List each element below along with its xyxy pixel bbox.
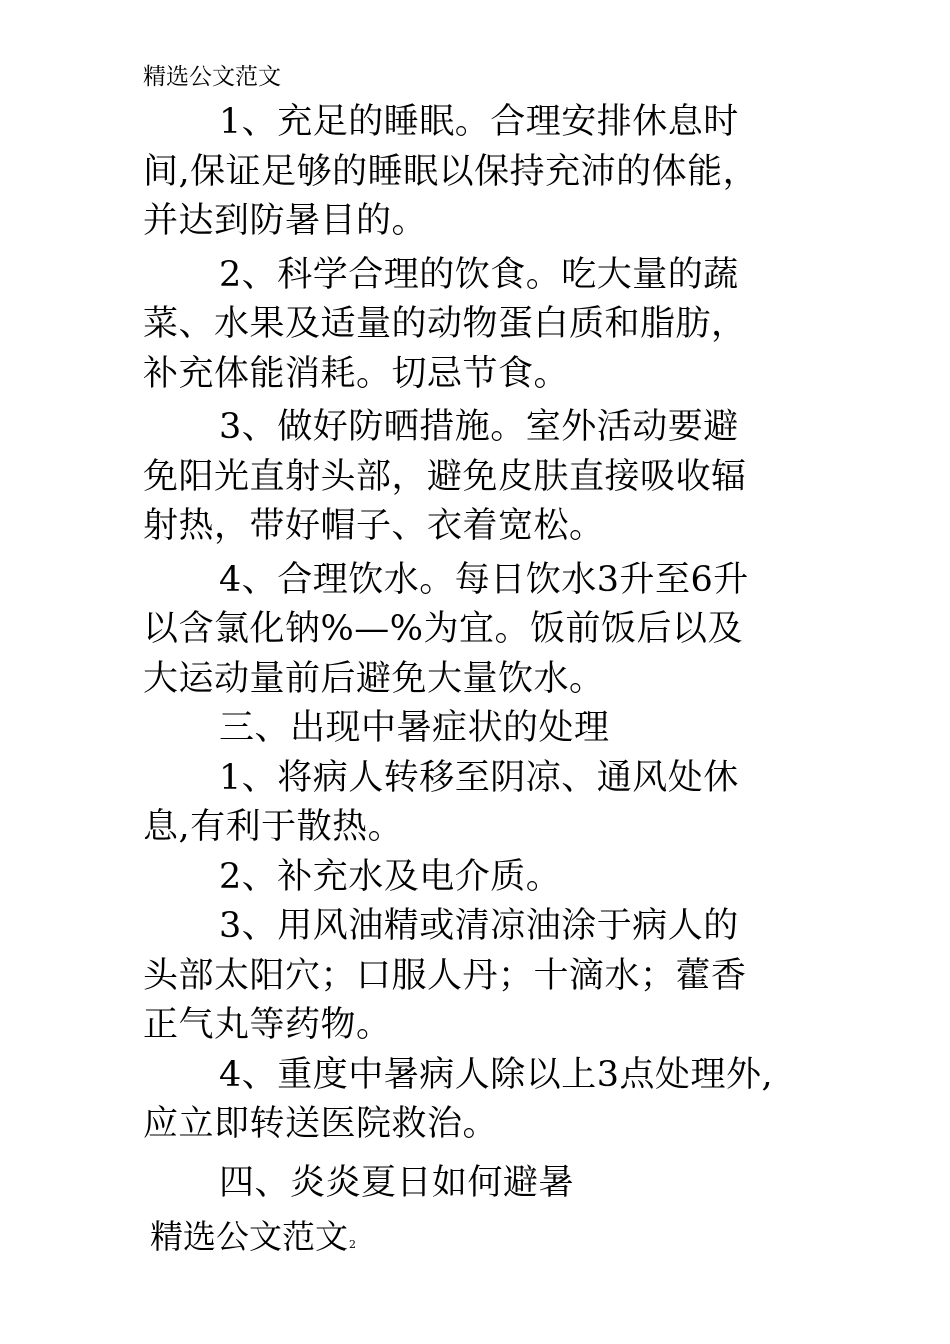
- paragraph-line: 菜、水果及适量的动物蛋白质和脂肪，: [143, 304, 747, 344]
- paragraph-line: 1、将病人转移至阴凉、通风处休: [219, 757, 739, 798]
- paragraph-line: 息,有利于散热。: [143, 807, 404, 847]
- paragraph-line: 1、充足的睡眠。合理安排休息时: [219, 102, 739, 142]
- footer-text: 精选公文范文: [150, 1217, 348, 1256]
- paragraph-line: 4、重度中暑病人除以上3点处理外,: [219, 1054, 774, 1095]
- paragraph-line: 头部太阳穴；口服人丹；十滴水；藿香: [143, 955, 747, 996]
- paragraph-line: 间,保证足够的睡眠以保持充沛的体能，: [143, 151, 759, 192]
- paragraph-line: 正气丸等药物。: [143, 1005, 392, 1045]
- paragraph-line: 大运动量前后避免大量饮水。: [143, 658, 605, 699]
- paragraph-line: 并达到防暑目的。: [143, 201, 428, 241]
- paragraph-line: 以含氯化钠%—%为宜。饭前饭后以及: [143, 609, 744, 649]
- section-heading: 四、炎炎夏日如何避暑: [219, 1162, 575, 1203]
- document-body: [143, 98, 815, 1208]
- section-heading: 三、出现中暑症状的处理: [219, 708, 610, 748]
- paragraph-line: 免阳光直射头部，避免皮肤直接吸收辐: [143, 456, 747, 497]
- paragraph-line: 3、用风油精或清凉油涂于病人的: [219, 906, 739, 946]
- paragraph-line: 射热，带好帽子、衣着宽松。: [143, 506, 605, 546]
- paragraph-line: 应立即转送医院救治。: [143, 1104, 499, 1144]
- paragraph-line: 2、补充水及电介质。: [219, 856, 562, 897]
- page-footer: [150, 1215, 356, 1259]
- paragraph-line: 4、合理饮水。每日饮水3升至6升: [219, 559, 749, 600]
- page-header: 精选公文范文: [143, 64, 281, 90]
- page-number: 2: [349, 1238, 356, 1251]
- paragraph-line: 2、科学合理的饮食。吃大量的蔬: [219, 254, 739, 295]
- paragraph-line: 3、做好防晒措施。室外活动要避: [219, 407, 739, 447]
- paragraph-line: 补充体能消耗。切忌节食。: [143, 353, 570, 394]
